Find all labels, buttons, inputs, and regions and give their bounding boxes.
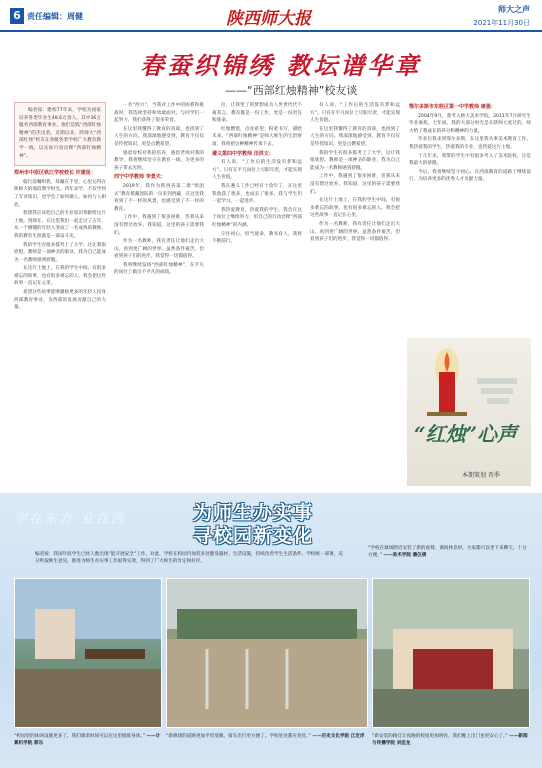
paragraph: 工作中，我遇到了很多困难，但我从来没有想过放弃。我知道，这里的孩子需要我们。 xyxy=(114,215,204,236)
paragraph: 红烛燃烧，点亮希望；粉笔书写，描绘未来。“西部红烛精神”是师大师生的宝贵财富，我将把这种精神传承下去。 xyxy=(212,126,302,147)
issue-date: 2021年11月30日 xyxy=(473,19,530,27)
caption-text: “校园里的休闲设施更多了，我们课余时间可以在这里锻炼身体。” xyxy=(14,734,146,739)
paragraph: 感恩母校对我的培养，感恩老师对我的教导，我将继续坚守在教育一线，为更多的孩子带去光明。 xyxy=(114,150,204,171)
issue-planner: 本期策划 晋季 xyxy=(462,472,500,479)
caption-text: “新修建的道路更加平坦宽敞，骑车出行更方便了。学校处处都在变化。” xyxy=(166,734,311,739)
editor-note-box xyxy=(14,102,106,166)
photo-caption-3 xyxy=(372,734,530,747)
lower-title-line-2: 寻校园新变化 xyxy=(193,525,314,547)
lower-title-line-1: 为师生办实事 xyxy=(193,502,314,524)
paragraph: 我想我应该把自己的专业知识奉献给这片土地。到现在，在这里我们一起走过了五年，从一个懵懂的年轻人变成了一名成熟的教师，我的教育生涯就是一部奋斗史。 xyxy=(14,211,106,239)
paragraph: 我的学生有很多都考上了大学，这让我很欣慰。教师是一项神圣的职业，我为自己能成为一名教师感到骄傲。 xyxy=(14,242,106,263)
article-column-2 xyxy=(114,102,204,488)
school-heading-3: 遵义第四中学教师 田洪文： xyxy=(212,150,274,157)
paragraph: 一名“西兴”，当我对工作中的困难和挑战时，我选择坚持和勇敢面对。与同学们一起努力，我们获得了很多荣誉。 xyxy=(114,103,204,124)
caption-credit: ——美术学院 潘仪倩 xyxy=(383,552,427,558)
caption-credit: ——新闻与传播学院 刘佳龙 xyxy=(372,734,528,746)
section-name: 师大之声 xyxy=(498,5,530,14)
photo-image xyxy=(373,579,530,728)
paragraph: 毕业后我来到鄂尔多斯，在这里我从事美术教育工作。我热爱我的学生，热爱我的专业，也热爱这片土地。 xyxy=(409,137,531,150)
paragraph: 守住初心，担当使命，教书育人，我将不断前行。 xyxy=(212,231,302,245)
school-heading-4: 鄂尔多斯市东胜区第一中学教师 康强： xyxy=(409,104,496,110)
article-column-4 xyxy=(310,102,400,488)
candle-graphic xyxy=(407,338,531,486)
article-column-3 xyxy=(212,102,302,488)
caption-text: “新安装的路灯让夜晚的校园更加明亮，我们晚上出门也更安心了。” xyxy=(372,734,508,739)
paragraph: 我在遵义工作已经有十余年了，在这里我收获了很多，也成长了很多。我与学生们一起学习、一起进步。 xyxy=(212,183,302,205)
editor-note-text: 编者按：建校77年来，学校为国家培养各类毕业生48.6万余人，其中36万服务西部教育事业。他们是践“西部红烛精神”的杰出者。近期以来，陕师大“西部红烛”校友在各级各类学校广大教育教学一线，以实际行动诠释“西部红烛精神”。 xyxy=(19,108,101,159)
paragraph: 十几年来，我带的学生中有很多考入了美术院校，这是我最大的骄傲。 xyxy=(409,153,531,167)
campus-photo-1 xyxy=(14,578,162,728)
article-column-5 xyxy=(409,102,531,334)
feature-subtitle: ——“西部红烛精神”校友谈 xyxy=(225,84,358,97)
feature-title: 春蚕织锦绣 教坛谱华章 xyxy=(140,51,422,80)
photo-caption-1 xyxy=(14,734,162,747)
candle-heading: “红烛”心声 xyxy=(414,422,518,446)
paragraph: 位，让我变了的梦想成为人世世代代不离其言。教育既是一份工作，更是一份责任和使命。 xyxy=(212,103,302,124)
photo-caption-top xyxy=(368,546,530,559)
paragraph: 有人说，“工作后的生活没有梦和远方”。只有在平凡岗位上尽职尽责，才能实现人生价值。 xyxy=(212,160,302,181)
school-heading-2: 西宁中学教师 李景夫： xyxy=(114,174,166,181)
caption-credit: ——计算机学院 郭乐 xyxy=(14,734,161,746)
lower-editor-note: 编者按：我国年底学生已经人数出现“能开展安全”工作，对此，学校在校园内加装多处健身器材、生活设施，持续改善学生生活条件。学校统一部署，充分听取师生意见，推进为师生办实事工作取得实效，得到了广大师生的肯定和好评。 xyxy=(35,552,343,564)
lower-banner: 学在东方 业在西 xyxy=(14,512,126,527)
responsible-editor: 责任编辑：周健 xyxy=(27,12,83,21)
photo-image xyxy=(15,579,162,728)
paragraph: 在这里我懂得了教育的真谛，也找到了人生的方向。我深深地感受到，教育不仅仅是传授知识，更是点燃希望。 xyxy=(310,126,400,147)
caption-text: “学校在球场附近安装了新的座椅，课间休息时，大家都可以坐下来聊天，十分方便。” xyxy=(368,546,527,558)
school-heading-1: 郑州市中原区铁江学校校长 许建昆： xyxy=(14,170,96,177)
paragraph: 2019年，我作为陕西省第二批“组团式”教育援藏团队的一员来到西藏，在这里我看到了不一样的风景，也感受到了不一样的教育。 xyxy=(114,183,204,212)
candle-illustration xyxy=(407,338,531,486)
paragraph: 我热爱教育，热爱我的学生。我会在这个岗位上继续努力，用自己的行动诠释“西部红烛精神”的内涵。 xyxy=(212,207,302,228)
photo-caption-2 xyxy=(166,734,368,741)
paragraph: 我将继续发扬“西部红烛精神”，在平凡的岗位上做出不平凡的成绩。 xyxy=(114,262,204,276)
page-header xyxy=(0,0,542,32)
paragraph: 工作中，我遇到了很多困难，但我从来没有想过放弃。我知道，这里的孩子需要我们。 xyxy=(310,174,400,195)
paragraph: 我的学生有很多都考上了大学，这让我很欣慰。教师是一项神圣的职业，我为自己能成为一名教师感到骄傲。 xyxy=(310,150,400,171)
paragraph: 作为一名教师，我有责任让他们走出大山，看到更广阔的世界。虽然条件艰苦，但看到孩子们的进步，我觉得一切都值得。 xyxy=(114,239,204,260)
article-column-1 xyxy=(14,102,106,488)
campus-photo-2 xyxy=(166,578,368,728)
campus-photo-3 xyxy=(372,578,530,728)
paragraph: 今后，我将继续坚守初心，在西部教育的道路上继续前行，为培养更多的优秀人才贡献力量。 xyxy=(409,169,531,183)
newspaper-masthead: 陕西师大报 xyxy=(226,9,311,29)
paragraph: 希望这些故事能够激励更多的年轻人投身西部教育事业，为西部的发展贡献自己的力量。 xyxy=(14,290,106,311)
paragraph: 有人说，“工作后的生活没有梦和远方”。只有在平凡岗位上尽职尽责，才能实现人生价值。 xyxy=(310,103,400,124)
page-number: 6 xyxy=(10,8,24,24)
paragraph: 在这片土地上，在我的学生中间，有很多难忘的故事，也有很多难忘的人。我会把这些故事一直记在心里。 xyxy=(310,198,400,219)
paragraph: 在这片土地上，在我的学生中间，有很多难忘的故事，也有很多难忘的人。我会把这些故事一直记在心里。 xyxy=(14,266,106,287)
paragraph: 2004年9月，我考入师大美术学院。2011年7月研究生毕业离校。七年间，我的大部分时光是在陕师大度过的，师大给了我成长的养分和精神的力量。 xyxy=(409,113,531,134)
caption-credit: ——历史文化学院 江定洋 xyxy=(312,734,365,739)
paragraph: 作为一名教师，我有责任让他们走出大山，看到更广阔的世界。虽然条件艰苦，但看到孩子们的进步，我觉得一切都值得。 xyxy=(310,221,400,243)
paragraph: 临行前嘱咐我，珍藏在手里，心里记得在陕师大的那段教学时光。四年求学，不仅学到了专业知识，也学会了如何做人，如何与人相处。 xyxy=(14,179,106,208)
paragraph: 在这里我懂得了教育的真谛，也找到了人生的方向。我深深地感受到，教育不仅仅是传授知识，更是点燃希望。 xyxy=(114,126,204,147)
photo-image xyxy=(167,579,368,728)
